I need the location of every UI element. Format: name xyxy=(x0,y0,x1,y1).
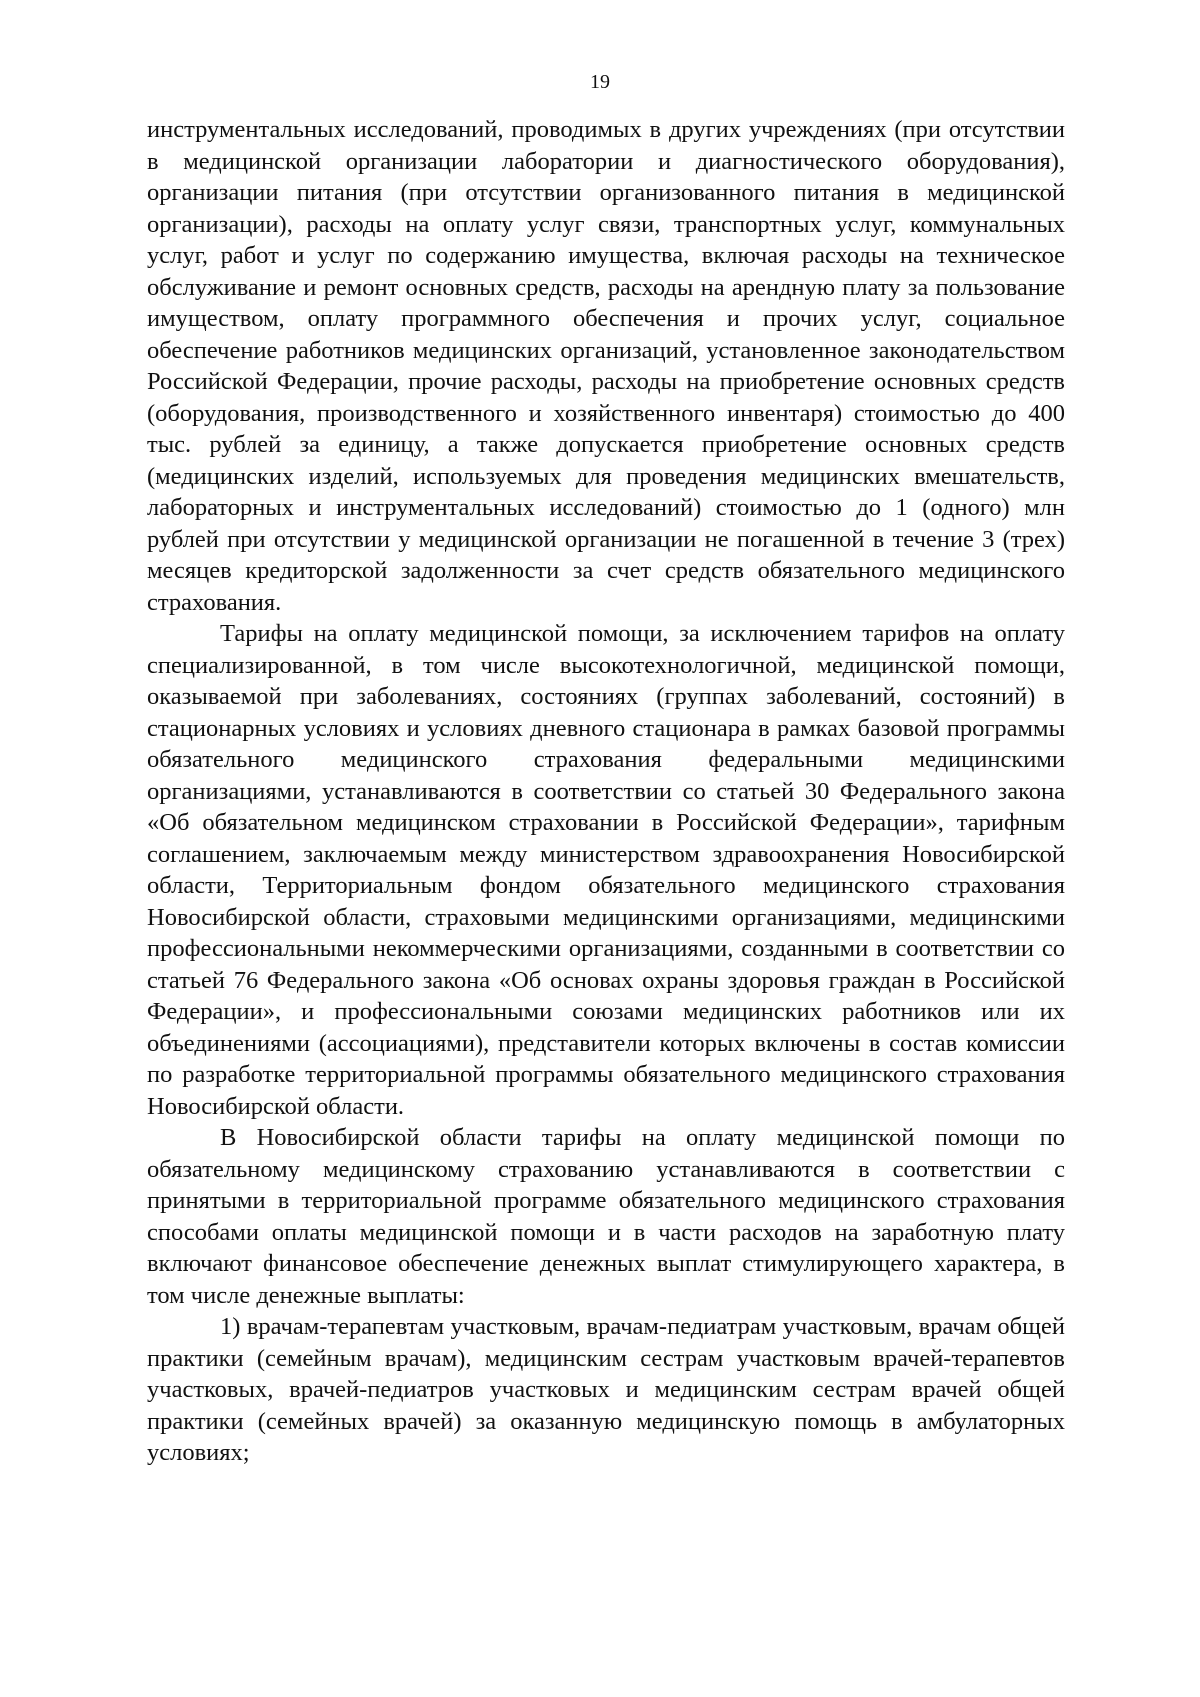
document-body xyxy=(147,114,1065,1469)
page-number: 19 xyxy=(590,71,610,93)
paragraph-3: В Новосибирской области тарифы на оплату медицинской помощи по обязательному медицинскому страхованию устанавливаются в соответствии с принятыми в территориальной программе обязательного медицинского страхования способами оплаты медицинской помощи и в части расходов на заработную плату включают финансовое обеспечение денежных выплат стимулирующего характера, в том числе денежные выплаты: xyxy=(147,1124,1065,1309)
paragraph-2: Тарифы на оплату медицинской помощи, за исключением тарифов на оплату специализированной, в том числе высокотехнологичной, медицинской помощи, оказываемой при заболеваниях, состояниях (группах заболеваний, состояний) в стационарных условиях и условиях дневного стационара в рамках базовой программы обязательного медицинского страхования федеральными медицинскими организациями, устанавливаются в соответствии со статьей 30 Федерального закона «Об обязательном медицинском страховании в Российской Федерации», тарифным соглашением, заключаемым между министерством здравоохранения Новосибирской области, Территориальным фондом обязательного медицинского страхования Новосибирской области, страховыми медицинскими организациями, медицинскими профессиональными некоммерческими организациями, созданными в соответствии со статьей 76 Федерального закона «Об основах охраны здоровья граждан в Российской Федерации», и профессиональными союзами медицинских работников или их объединениями (ассоциациями), представители которых включены в состав комиссии по разработке территориальной программы обязательного медицинского страхования Новосибирской области. xyxy=(147,620,1065,1120)
paragraph-1: инструментальных исследований, проводимых в других учреждениях (при отсутствии в медицинской организации лаборатории и диагностического оборудования), организации питания (при отсутствии организованного питания в медицинской организации), расходы на оплату услуг связи, транспортных услуг, коммунальных услуг, работ и услуг по содержанию имущества, включая расходы на техническое обслуживание и ремонт основных средств, расходы на арендную плату за пользование имуществом, оплату программного обеспечения и прочих услуг, социальное обеспечение работников медицинских организаций, установленное законодательством Российской Федерации, прочие расходы, расходы на приобретение основных средств (оборудования, производственного и хозяйственного инвентаря) стоимостью до 400 тыс. рублей за единицу, а также допускается приобретение основных средств (медицинских изделий, используемых для проведения медицинских вмешательств, лабораторных и инструментальных исследований) стоимостью до 1 (одного) млн рублей при отсутствии у медицинской организации не погашенной в течение 3 (трех) месяцев кредиторской задолженности за счет средств обязательного медицинского страхования. xyxy=(147,116,1065,616)
paragraph-4: 1) врачам-терапевтам участковым, врачам-педиатрам участковым, врачам общей практики (семейным врачам), медицинским сестрам участковым врачей-терапевтов участковых, врачей-педиатров участковых и медицинским сестрам врачей общей практики (семейных врачей) за оказанную медицинскую помощь в амбулаторных условиях; xyxy=(147,1313,1065,1466)
